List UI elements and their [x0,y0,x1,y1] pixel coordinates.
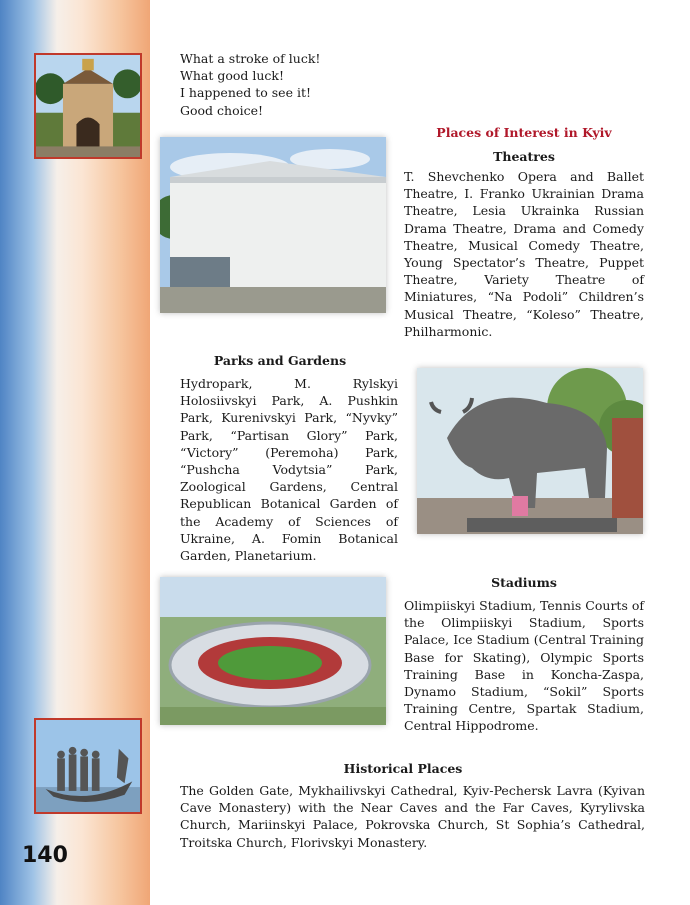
phrase-3: I happened to see it! [180,85,311,101]
bison-sculpture-photo [417,368,643,534]
phrase-4: Good choice! [180,102,264,118]
golden-gate-thumbnail [34,53,142,159]
phrase-2: What good luck! [180,68,285,84]
historical-heading: Historical Places [343,761,463,776]
useful-phrases [180,50,380,119]
page-title: Places of Interest in Kyiv [436,125,612,140]
founders-monument-thumbnail [34,718,142,814]
page-number: 140 [22,843,68,868]
historical-text: The Golden Gate, Mykhailivskyi Cathedral, Kyiv-Pechersk Lavra (Kyivan Cave Monastery) with the Near Caves and the Far Caves, Kyrylivska Church, Mariinskyi Palace, Pokrovska Church, St Sophia’s Cathedral, Troitska Church, Florivskyi Monastery. [180,783,645,850]
olimpiiskyi-stadium-photo [160,577,386,725]
stadiums-heading: Stadiums [491,575,557,590]
opera-theatre-photo [160,137,386,313]
parks-heading: Parks and Gardens [213,353,347,368]
theatres-heading: Theatres [493,149,555,164]
parks-text: Hydropark, M. Rylskyi Holosiivskyi Park, A. Pushkin Park, Kurenivskyi Park, “Nyvky” Park, “Partisan Glory” Park, “Victory” (Peremoha) Park, “Pushcha Vodytsia” Park, Zoological Gardens, Central Republican Botanical Garden of the Academy of Sciences of Ukraine, A. Fomin Botanical Garden, Planetarium. [180,376,398,564]
theatres-text: T. Shevchenko Opera and Ballet Theatre, I. Franko Ukrainian Drama Theatre, Lesia Ukrainka Russian Drama Theatre, Drama and Comedy Theatre, Musical Comedy Theatre, Young Spectator’s Theatre, Puppet Theatre, Variety Theatre of Miniatures, “Na Podoli” Children’s Musical Theatre, “Koleso” Theatre, Philharmonic. [404,169,644,339]
phrase-1: What a stroke of luck! [180,51,321,66]
stadiums-text: Olimpiiskyi Stadium, Tennis Courts of the Olimpiiskyi Stadium, Sports Palace, Ice Stadium (Central Training Base for Skating), Olympic Sports Training Base in Koncha-Zaspa, Dynamo Stadium, “Sokil” Sports Training Centre, Spartak Stadium, Central Hippodrome. [404,598,644,734]
